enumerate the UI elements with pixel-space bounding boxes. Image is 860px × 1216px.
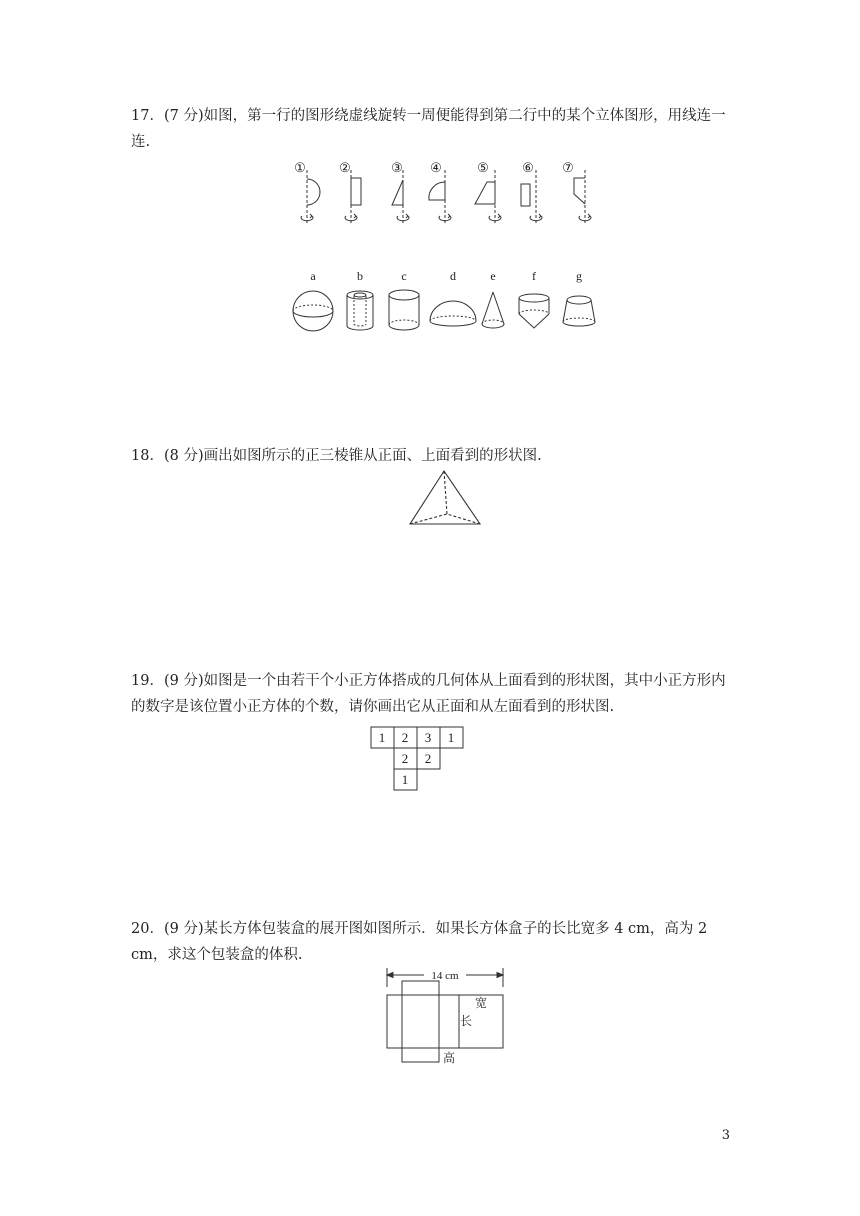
grid-cell: 2 [401, 730, 409, 745]
bottom-label-d: d [450, 269, 456, 283]
question-18-text: 18．(8 分)画出如图所示的正三棱锥从正面、上面看到的形状图. [131, 448, 542, 464]
q18-pyramid-figure [405, 468, 487, 528]
shape-6-offset-rectangle [521, 170, 542, 224]
grid-cell: 1 [378, 730, 386, 745]
solid-a-sphere [293, 291, 333, 331]
grid-cell: 2 [401, 751, 409, 766]
question-17-text: 17．(7 分)如图，第一行的图形绕虚线旋转一周便能得到第二行中的某个立体图形，用线连一连. [131, 108, 726, 150]
grid-cell: 1 [447, 730, 455, 745]
shape-2-rectangle [345, 170, 361, 224]
solid-c-cylinder [389, 290, 419, 330]
width-label: 宽 [474, 996, 488, 1010]
top-label-3: ③ [391, 160, 403, 175]
shape-4-quarter-circle [429, 170, 451, 224]
grid-cell: 2 [424, 751, 432, 766]
grid-cell: 3 [424, 730, 432, 745]
top-label-7: ⑦ [562, 160, 574, 175]
shape-5-trapezoid [475, 170, 501, 224]
page-number: 3 [721, 1128, 730, 1143]
dimension-label: 14 cm [431, 970, 459, 982]
q20-box-net-figure [382, 965, 508, 1067]
solid-f-cylinder-cone [519, 294, 549, 328]
solid-d-hemisphere [430, 301, 476, 326]
bottom-label-a: a [310, 269, 316, 283]
top-label-5: ⑤ [477, 160, 489, 175]
top-label-4: ④ [430, 160, 442, 175]
shape-7-polygon [574, 170, 591, 224]
top-label-6: ⑥ [522, 160, 534, 175]
bottom-label-c: c [401, 269, 407, 283]
solid-b-hollow-cylinder [347, 291, 373, 330]
bottom-label-g: g [576, 269, 582, 283]
grid-cell: 1 [401, 772, 409, 787]
q19-top-view-grid [370, 726, 495, 794]
length-label: 长 [459, 1014, 473, 1028]
q17-rotation-shapes-figure [285, 158, 615, 238]
bottom-label-f: f [532, 269, 536, 283]
question-20-text: 20．(9 分)某长方体包装盒的展开图如图所示．如果长方体盒子的长比宽多 4 cm，高为 2 cm，求这个包装盒的体积. [131, 921, 708, 963]
bottom-label-b: b [357, 269, 363, 283]
shape-1-semicircle [301, 170, 320, 224]
solid-g-frustum [563, 296, 595, 326]
bottom-label-e: e [490, 269, 496, 283]
shape-3-triangle [392, 170, 409, 224]
top-label-1: ① [294, 160, 306, 175]
solid-e-cone [482, 292, 504, 328]
question-19-text: 19．(9 分)如图是一个由若干个小正方体搭成的几何体从上面看到的形状图，其中小正方形内的数字是该位置小正方体的个数，请你画出它从正面和从左面看到的形状图. [131, 673, 726, 715]
height-label: 高 [442, 1051, 456, 1065]
q17-solids-figure [285, 266, 615, 341]
top-label-2: ② [339, 160, 351, 175]
